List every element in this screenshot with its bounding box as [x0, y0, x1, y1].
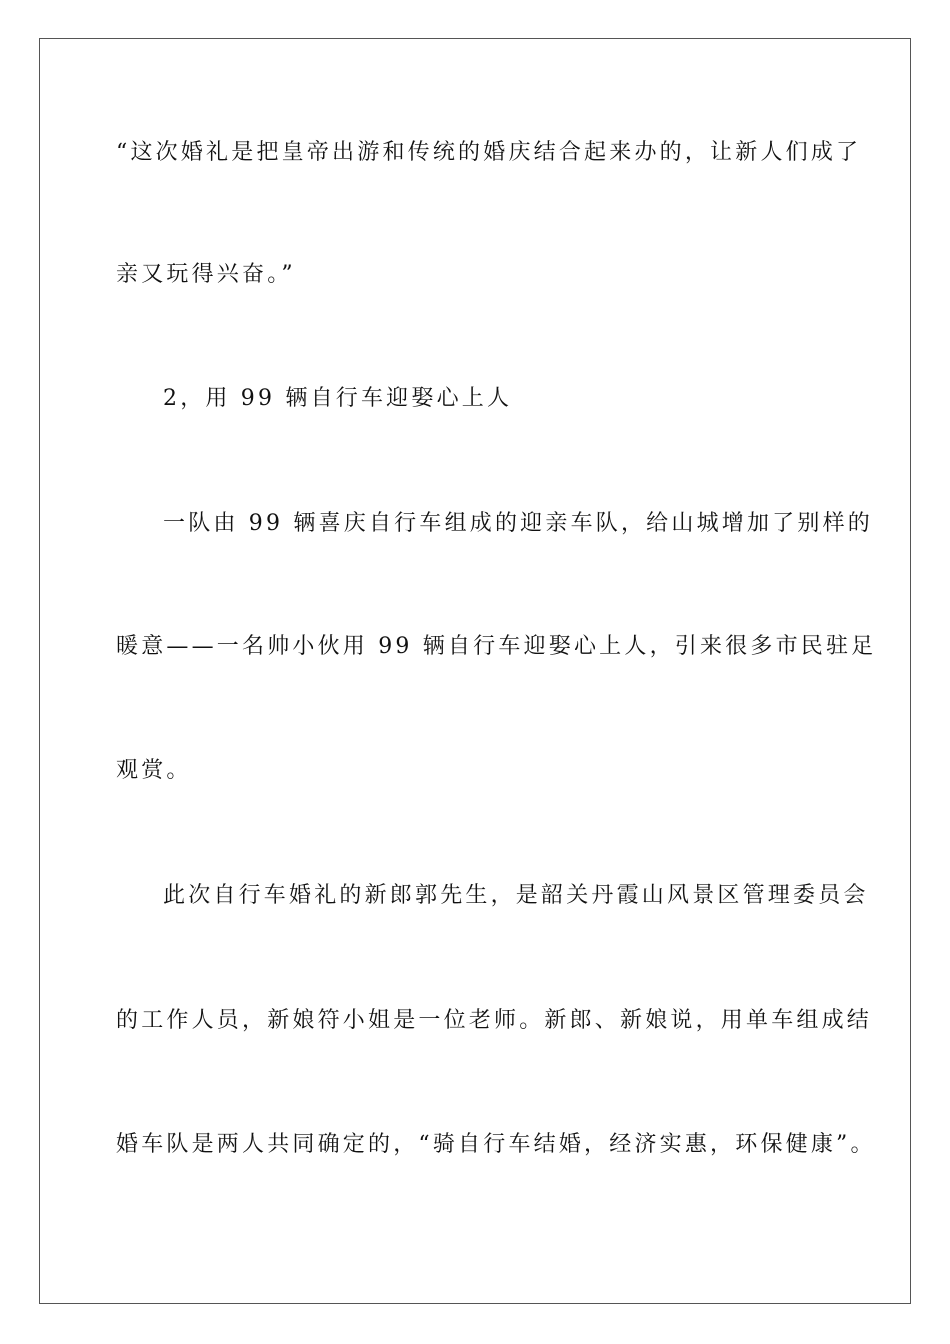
text-line-2: 亲又玩得兴奋。”: [116, 262, 296, 287]
text-line-8: 的工作人员，新娘符小姐是一位老师。新郎、新娘说，用单车组成结: [116, 1008, 873, 1033]
section-heading: 2，用 99 辆自行车迎娶心上人: [163, 386, 513, 411]
text-line-5: 暖意——一名帅小伙用 99 辆自行车迎娶心上人，引来很多市民驻足: [116, 634, 877, 659]
text-line-9: 婚车队是两人共同确定的，“骑自行车结婚，经济实惠，环保健康”。: [116, 1132, 876, 1157]
page-border: [39, 38, 911, 1304]
text-line-6: 观赏。: [116, 758, 192, 783]
text-line-4: 一队由 99 辆喜庆自行车组成的迎亲车队，给山城增加了别样的: [163, 511, 873, 536]
text-line-1: “这次婚礼是把皇帝出游和传统的婚庆结合起来办的，让新人们成了: [116, 140, 862, 165]
text-line-7: 此次自行车婚礼的新郎郭先生，是韶关丹霞山风景区管理委员会: [163, 883, 869, 908]
